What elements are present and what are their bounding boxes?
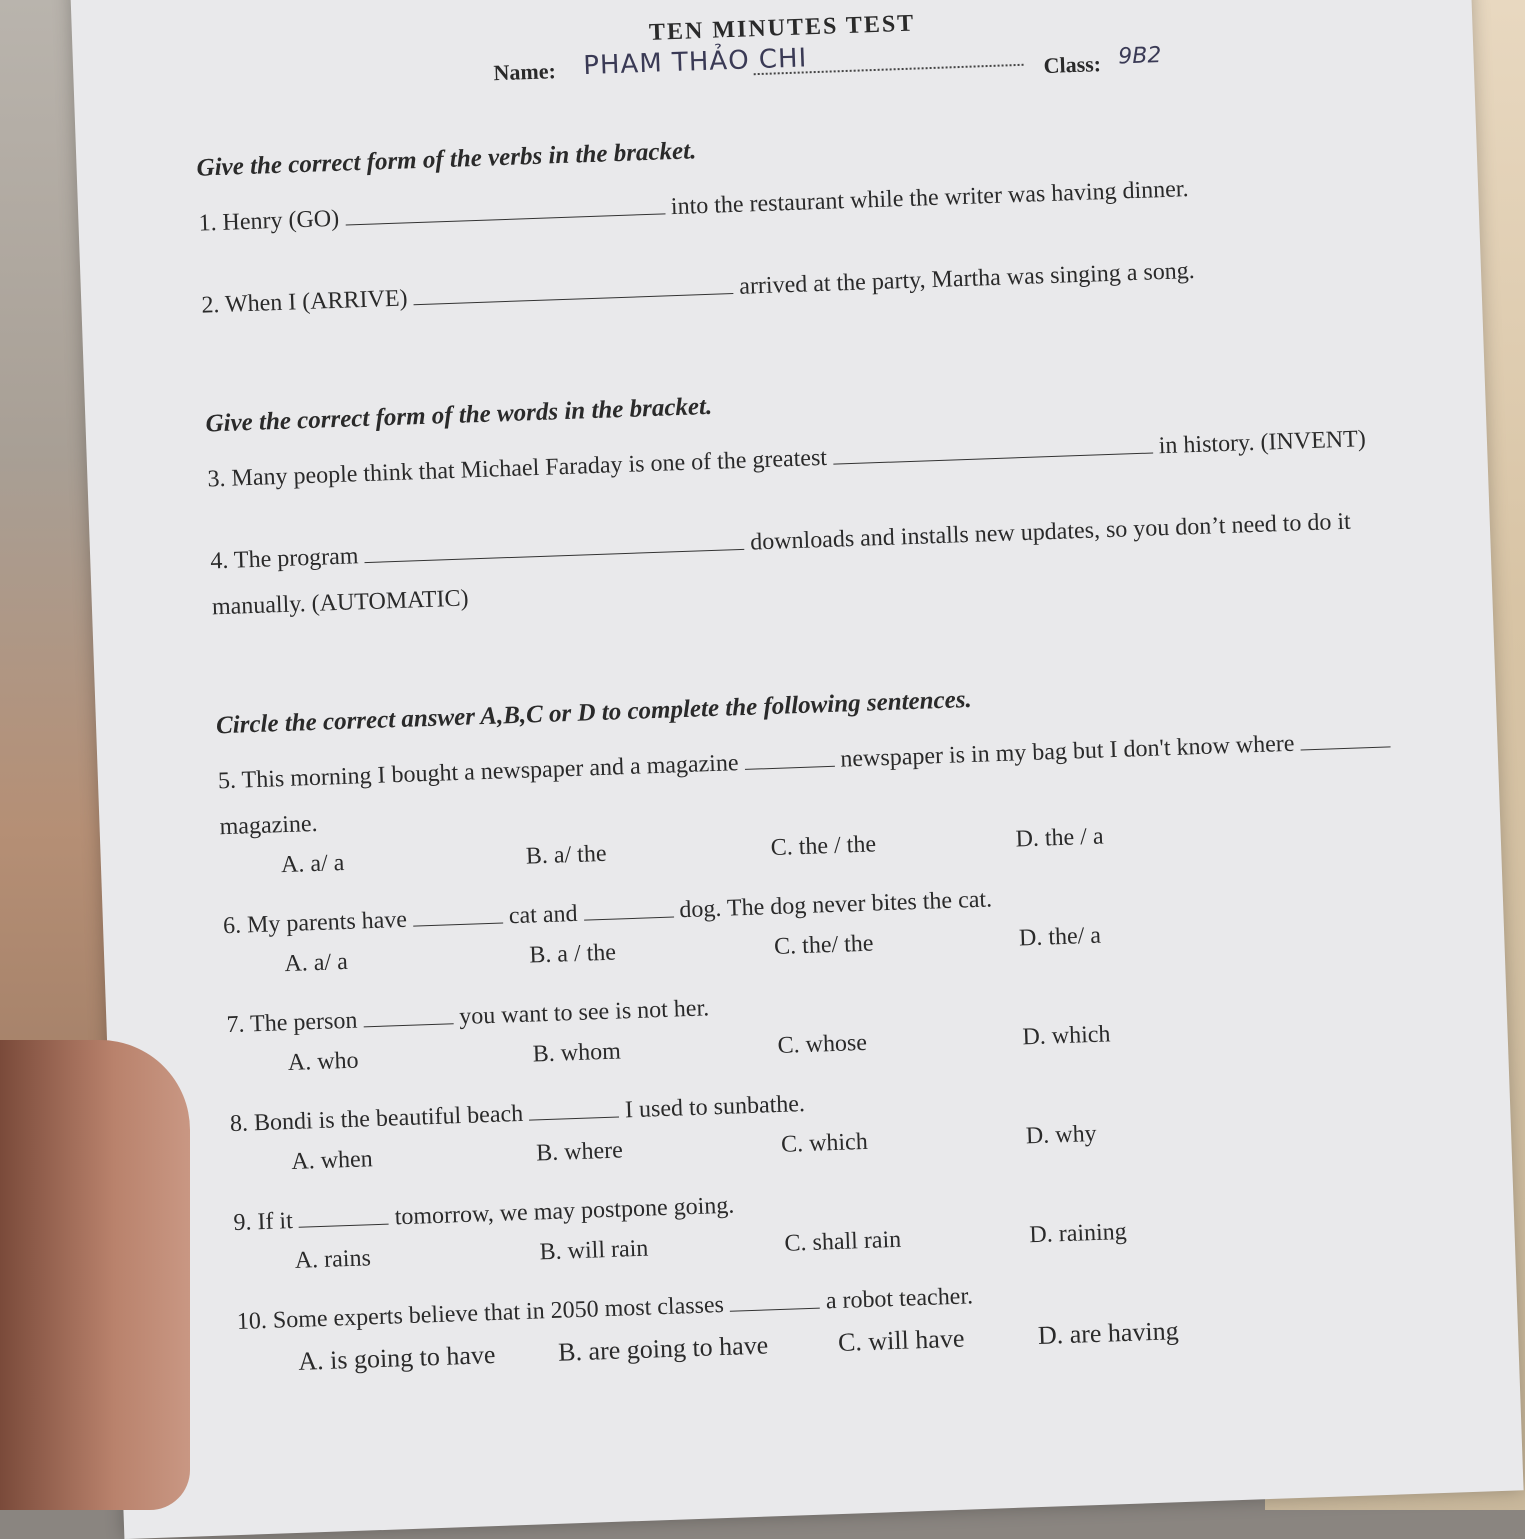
test-paper xyxy=(70,0,1524,1539)
q1-after: into the restaurant while the writer was having dinner. xyxy=(670,176,1189,221)
q5-part2: newspaper is in my bag but I don't know where xyxy=(839,730,1295,773)
q5-blank-1[interactable] xyxy=(745,766,835,770)
q5-option-a[interactable]: A. a/ a xyxy=(280,849,345,879)
q9-part2: tomorrow, we may postpone going. xyxy=(394,1192,735,1231)
q9-blank[interactable] xyxy=(299,1224,389,1228)
section-1-instruction: Give the correct form of the verbs in the bracket. xyxy=(196,137,697,182)
q6-option-b[interactable]: B. a / the xyxy=(528,939,617,969)
q2-before: 2. When I (ARRIVE) xyxy=(200,285,408,319)
q10-option-d[interactable]: D. are having xyxy=(1037,1316,1180,1351)
q5-part1: 5. This morning I bought a newspaper and a magazine xyxy=(217,750,739,795)
q10-part2: a robot teacher. xyxy=(825,1283,974,1315)
class-handwritten: 9B2 xyxy=(1117,42,1162,70)
q5-option-d[interactable]: D. the / a xyxy=(1015,823,1104,853)
name-label: Name: xyxy=(493,58,557,86)
q7-option-b[interactable]: B. whom xyxy=(532,1038,622,1068)
q10-option-b[interactable]: B. are going to have xyxy=(557,1330,769,1367)
q10-option-c[interactable]: C. will have xyxy=(837,1323,965,1358)
q5-blank-2[interactable] xyxy=(1301,746,1391,750)
q9-option-d[interactable]: D. raining xyxy=(1028,1218,1128,1249)
q9-part1: 9. If it xyxy=(233,1207,294,1237)
q6-part2: cat and xyxy=(508,900,578,930)
q8-part1: 8. Bondi is the beautiful beach xyxy=(229,1100,524,1138)
q1-before: 1. Henry (GO) xyxy=(198,205,340,237)
q6-blank-2[interactable] xyxy=(584,917,674,921)
q5-part3: magazine. xyxy=(219,810,319,841)
name-handwritten: PHAM THẢO CHI xyxy=(582,43,808,82)
holding-thumb xyxy=(0,1040,190,1510)
q2-after: arrived at the party, Martha was singing a song. xyxy=(738,257,1196,300)
q6-blank-1[interactable] xyxy=(413,922,503,926)
q7-option-c[interactable]: C. whose xyxy=(777,1029,868,1059)
q8-blank[interactable] xyxy=(529,1117,619,1121)
q9-option-c[interactable]: C. shall rain xyxy=(784,1226,902,1257)
q10-option-a[interactable]: A. is going to have xyxy=(297,1340,496,1376)
q4-blank[interactable] xyxy=(365,549,745,563)
q6-part3: dog. The dog never bites the cat. xyxy=(678,886,993,924)
q8-option-a[interactable]: A. when xyxy=(290,1146,374,1175)
q7-part1: 7. The person xyxy=(226,1007,358,1039)
q2-blank[interactable] xyxy=(414,293,734,305)
q7-part2: you want to see is not her. xyxy=(458,995,710,1031)
q7-option-a[interactable]: A. who xyxy=(287,1047,360,1077)
q6-option-a[interactable]: A. a/ a xyxy=(284,948,349,978)
section-3-instruction: Circle the correct answer A,B,C or D to complete the following sentences. xyxy=(215,685,973,740)
class-label: Class: xyxy=(1043,51,1102,79)
q10-part1: 10. Some experts believe that in 2050 most classes xyxy=(236,1291,725,1335)
q4-before: 4. The program xyxy=(209,543,359,575)
q7-option-d[interactable]: D. which xyxy=(1022,1021,1111,1051)
q6-option-d[interactable]: D. the/ a xyxy=(1018,922,1102,952)
q5-option-c[interactable]: C. the / the xyxy=(770,831,877,862)
q6-part1: 6. My parents have xyxy=(222,906,408,940)
q9-option-b[interactable]: B. will rain xyxy=(539,1235,649,1266)
q8-option-c[interactable]: C. which xyxy=(780,1128,869,1158)
q3-before: 3. Many people think that Michael Faraday is one of the greatest xyxy=(207,444,828,493)
q8-option-d[interactable]: D. why xyxy=(1025,1120,1098,1150)
paper-content xyxy=(192,0,1419,1401)
q1-blank[interactable] xyxy=(345,213,665,225)
q6-option-c[interactable]: C. the/ the xyxy=(773,930,874,961)
q10-blank[interactable] xyxy=(730,1308,820,1312)
q3-blank[interactable] xyxy=(833,452,1153,464)
q5-option-b[interactable]: B. a/ the xyxy=(525,840,607,870)
q4-after: downloads and installs new updates, so you don’t need to do it manually. (AUTOMATIC) xyxy=(211,508,1352,621)
q7-blank[interactable] xyxy=(364,1023,454,1027)
q9-option-a[interactable]: A. rains xyxy=(294,1245,372,1274)
section-2-instruction: Give the correct form of the words in the bracket. xyxy=(205,392,713,438)
q8-part2: I used to sunbathe. xyxy=(624,1091,806,1124)
q8-option-b[interactable]: B. where xyxy=(535,1137,624,1167)
q3-after: in history. (INVENT) xyxy=(1158,426,1367,460)
test-title: TEN MINUTES TEST xyxy=(648,10,916,46)
